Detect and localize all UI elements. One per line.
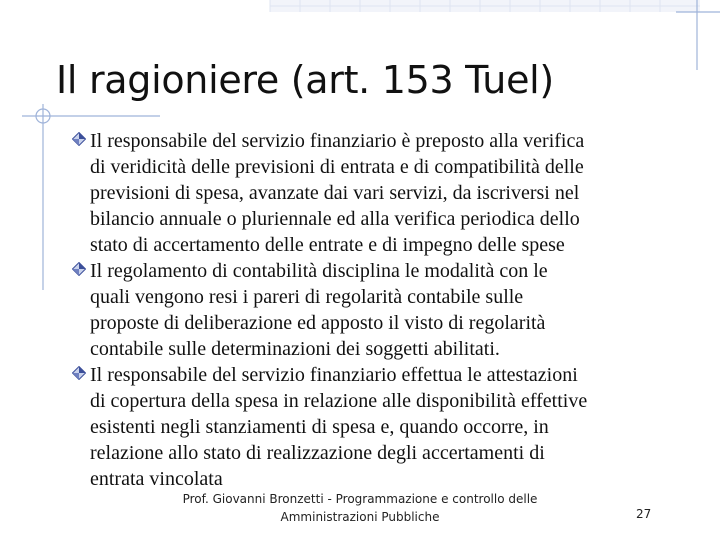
bullet-item [72,258,712,362]
bullet-line: stato di accertamento delle entrate e di impegno delle spese [90,234,565,256]
page-number: 27 [636,507,652,521]
bullet-line: relazione allo stato di realizzazione degli accertamenti di [90,442,545,464]
bullet-line: Il responsabile del servizio finanziario effettua le attestazioni [90,364,578,386]
bullet-line: bilancio annuale o pluriennale ed alla verifica periodica dello [90,208,580,230]
bullet-line: proposte di deliberazione ed apposto il visto di regolarità [90,312,546,334]
bullet-line: esistenti negli stanziamenti di spesa e, quando occorre, in [90,416,549,438]
diamond-bullet-icon [72,366,86,380]
top-grid-pattern [270,0,700,12]
slide-title: Il ragioniere (art. 153 Tuel) [56,58,554,102]
bullet-item [72,128,712,258]
bullet-line: Il regolamento di contabilità disciplina le modalità con le [90,260,548,282]
bullet-line: previsioni di spesa, avanzate dai vari servizi, da iscriversi nel [90,182,580,204]
footer-line: Amministrazioni Pubbliche [280,510,440,524]
bullet-line: Il responsabile del servizio finanziario è preposto alla verifica [90,130,585,152]
diamond-bullet-icon [72,262,86,276]
bullet-list [72,128,712,492]
footer-line: Prof. Giovanni Bronzetti - Programmazione e controllo delle [182,492,538,506]
diamond-bullet-icon [72,132,86,146]
bullet-item [72,362,712,492]
slide-footer [160,490,560,526]
bullet-line: contabile sulle determinazioni dei soggetti abilitati. [90,338,500,360]
bullet-line: quali vengono resi i pareri di regolarità contabile sulle [90,286,524,308]
bullet-line: entrata vincolata [90,468,223,490]
bullet-line: di copertura della spesa in relazione alle disponibilità effettive [90,390,588,412]
bullet-line: di veridicità delle previsioni di entrata e di compatibilità delle [90,156,584,178]
